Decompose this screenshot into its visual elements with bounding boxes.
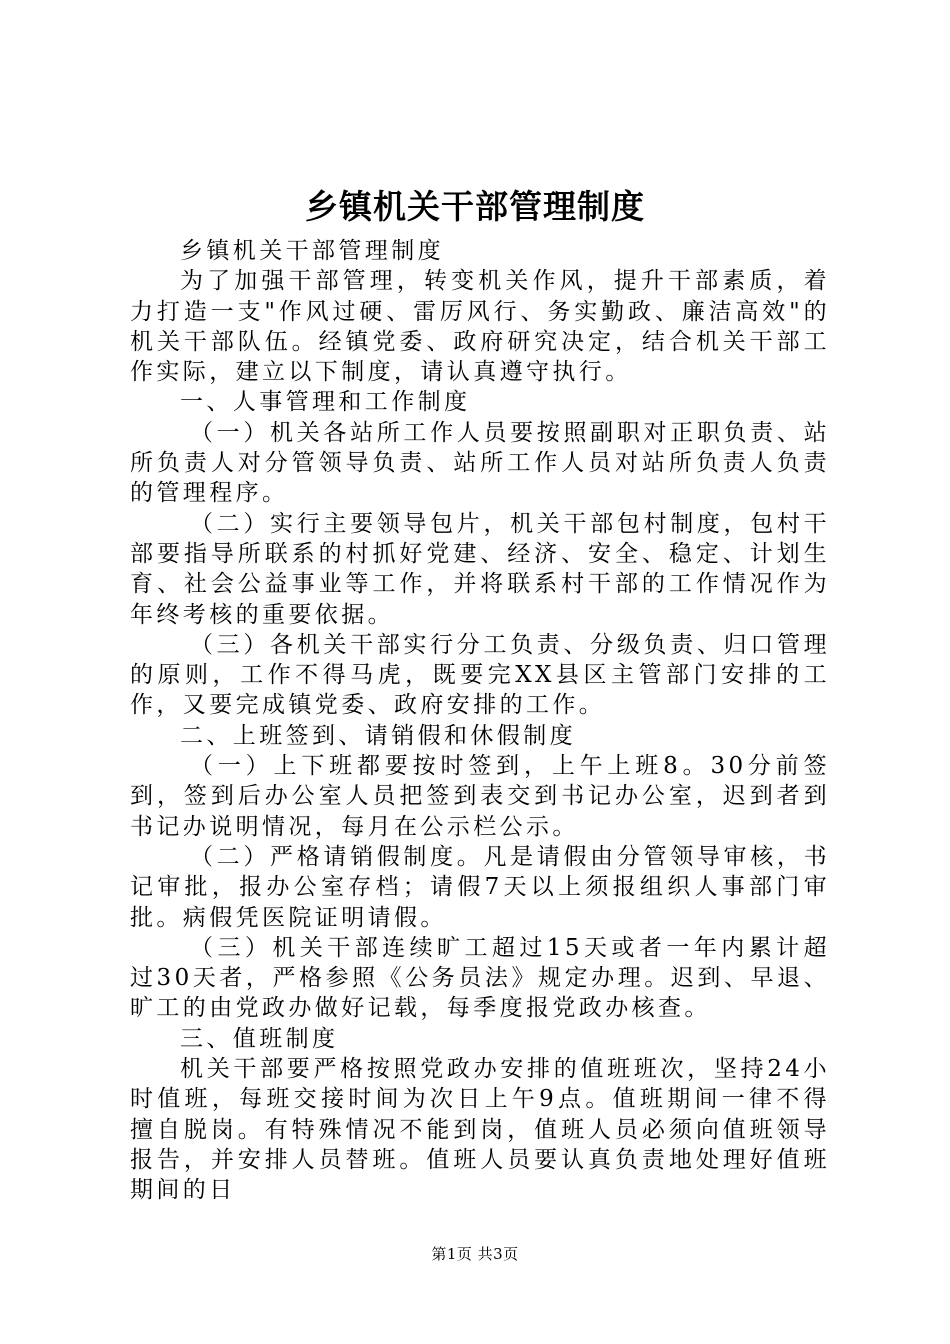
- document-title: 乡镇机关干部管理制度: [305, 187, 645, 226]
- document-body: [130, 236, 830, 1206]
- paragraph-1-1: （一）机关各站所工作人员要按照副职对正职负责、站所负责人对分管领导负责、站所工作人员对站所负责人负责的管理程序。: [130, 419, 830, 507]
- paragraph-1-2: （二）实行主要领导包片，机关干部包村制度，包村干部要指导所联系的村抓好党建、经济、安全、稳定、计划生育、社会公益事业等工作，并将联系村干部的工作情况作为年终考核的重要依据。: [130, 510, 830, 628]
- section-heading-1: 一、人事管理和工作制度: [180, 389, 471, 416]
- section-heading-2: 二、上班签到、请销假和休假制度: [180, 722, 576, 749]
- page-footer: 第1页 共3页: [431, 1245, 519, 1263]
- section-heading-3: 三、值班制度: [180, 1025, 339, 1052]
- paragraph-subtitle: 乡镇机关干部管理制度: [180, 238, 444, 264]
- paragraph-3-1: 机关干部要严格按照党政办安排的值班班次，坚持24小时值班，每班交接时间为次日上午9点。值班期间一律不得擅自脱岗。有特殊情况不能到岗，值班人员必须向值班领导报告，并安排人员替班。值班人员要认真负责地处理好值班期间的日: [130, 1056, 830, 1204]
- paragraph-2-3: （三）机关干部连续旷工超过15天或者一年内累计超过30天者，严格参照《公务员法》规定办理。迟到、早退、旷工的由党政办做好记载，每季度报党政办核查。: [130, 934, 830, 1022]
- paragraph-2-1: （一）上下班都要按时签到，上午上班8。30分前签到，签到后办公室人员把签到表交到书记办公室，迟到者到书记办说明情况，每月在公示栏公示。: [130, 753, 830, 840]
- paragraph-2-2: （二）严格请销假制度。凡是请假由分管领导审核，书记审批，报办公室存档；请假7天以上须报组织人事部门审批。病假凭医院证明请假。: [130, 843, 830, 931]
- paragraph-intro: 为了加强干部管理，转变机关作风，提升干部素质，着力打造一支"作风过硬、雷厉风行、务实勤政、廉洁高效"的机关干部队伍。经镇党委、政府研究决定，结合机关干部工作实际，建立以下制度，请认真遵守执行。: [130, 268, 830, 386]
- paragraph-1-3: （三）各机关干部实行分工负责、分级负责、归口管理的原则，工作不得马虎，既要完XX县区主管部门安排的工作，又要完成镇党委、政府安排的工作。: [130, 631, 830, 719]
